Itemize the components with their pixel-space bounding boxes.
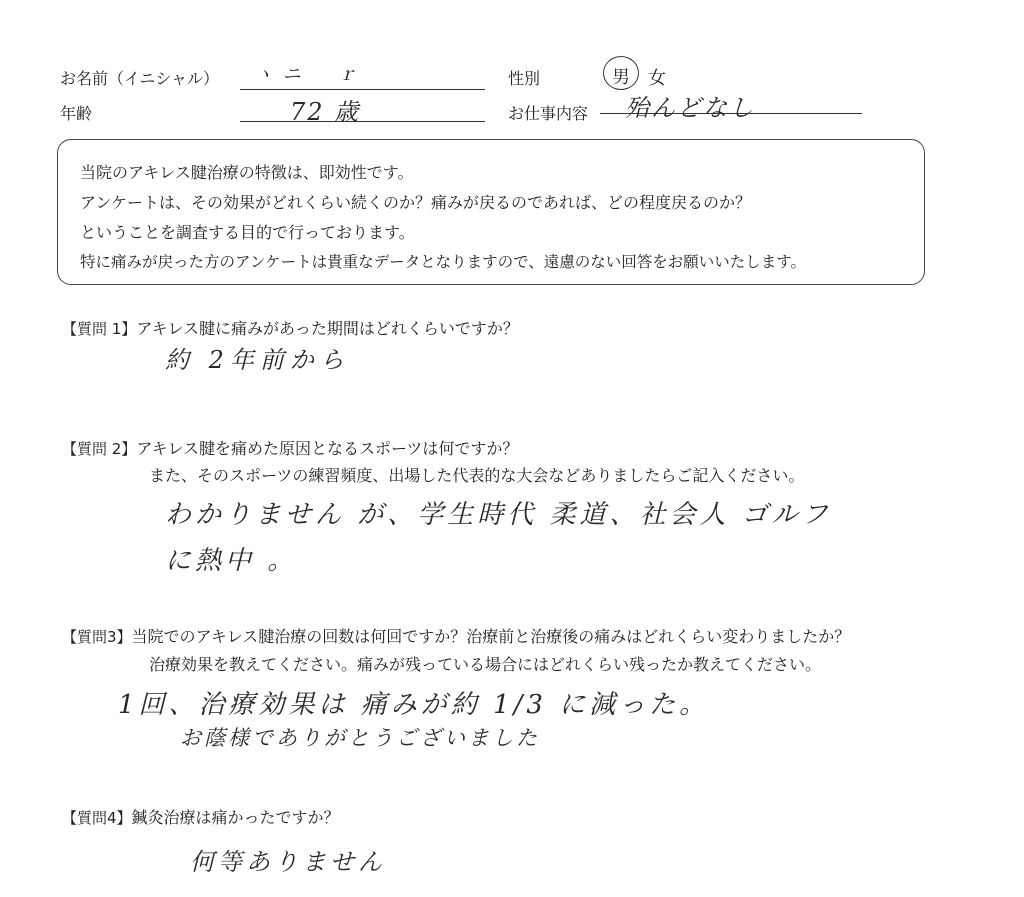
- age-value: 72 歳: [290, 98, 361, 126]
- question-1-text: アキレス腱に痛みがあった期間はどれくらいですか？: [136, 319, 519, 338]
- question-4: [62, 805, 340, 828]
- intro-line-1: 当院のアキレス腱治療の特徴は、即効性です。: [80, 163, 414, 182]
- question-2-text: アキレス腱を痛めた原因となるスポーツは何ですか？: [136, 439, 519, 458]
- gender-male: 男: [612, 67, 630, 88]
- question-2-text-2: また、そのスポーツの練習頻度、出場した代表的な大会などありましたらご記入ください。: [149, 466, 805, 485]
- answer-1-line-1: 約 2年前から: [165, 346, 350, 374]
- answer-4-line-1: 何等ありません: [190, 848, 386, 876]
- question-3-tag: 【質問3】: [62, 628, 132, 646]
- gender-label: 性別: [508, 69, 541, 88]
- gender-male-circle: [603, 56, 639, 90]
- question-3: [62, 624, 850, 647]
- question-4-text: 鍼灸治療は痛かったですか？: [131, 808, 340, 827]
- job-underline: [600, 113, 862, 114]
- question-4-tag: 【質問4】: [62, 809, 132, 827]
- gender-female: 女: [648, 68, 666, 89]
- answer-2-line-1: わかりません が、学生時代 柔道、社会人 ゴルフ: [165, 500, 832, 530]
- job-value: 殆んどなし: [625, 94, 755, 122]
- intro-line-2: アンケートは、その効果がどれくらい続くのか？痛みが戻るのであれば、どの程度戻るのか？: [80, 193, 752, 212]
- answer-3-line-2: お蔭様でありがとうございました: [180, 726, 540, 750]
- intro-line-3: ということを調査する目的で行っております。: [80, 223, 415, 242]
- question-3-text-2: 治療効果を教えてください。痛みが残っている場合にはどれくらい残ったか教えてください。: [149, 655, 822, 674]
- name-value: ヽ ニ ｒ: [255, 64, 359, 85]
- question-1-tag: 【質問 1】: [62, 320, 137, 338]
- age-underline: [240, 121, 485, 122]
- question-3-text: 当院でのアキレス腱治療の回数は何回ですか？治療前と治療後の痛みはどれくらい変わりましたか？: [131, 627, 851, 646]
- name-underline: [240, 89, 485, 90]
- answer-3-line-1: 1回、治療効果は 痛みが約 1/3 に減った。: [118, 690, 710, 720]
- name-label: お名前（イニシャル）: [60, 69, 220, 88]
- intro-line-4: 特に痛みが戻った方のアンケートは貴重なデータとなりますので、遠慮のない回答をお願いいたします。: [80, 253, 807, 271]
- question-1: [62, 316, 519, 339]
- job-label: お仕事内容: [508, 104, 589, 123]
- question-2-tag: 【質問 2】: [62, 440, 137, 458]
- answer-2-line-2: に熱中 。: [165, 546, 298, 576]
- intro-box: [57, 139, 925, 285]
- age-label: 年齢: [60, 104, 93, 123]
- question-2: [62, 436, 518, 459]
